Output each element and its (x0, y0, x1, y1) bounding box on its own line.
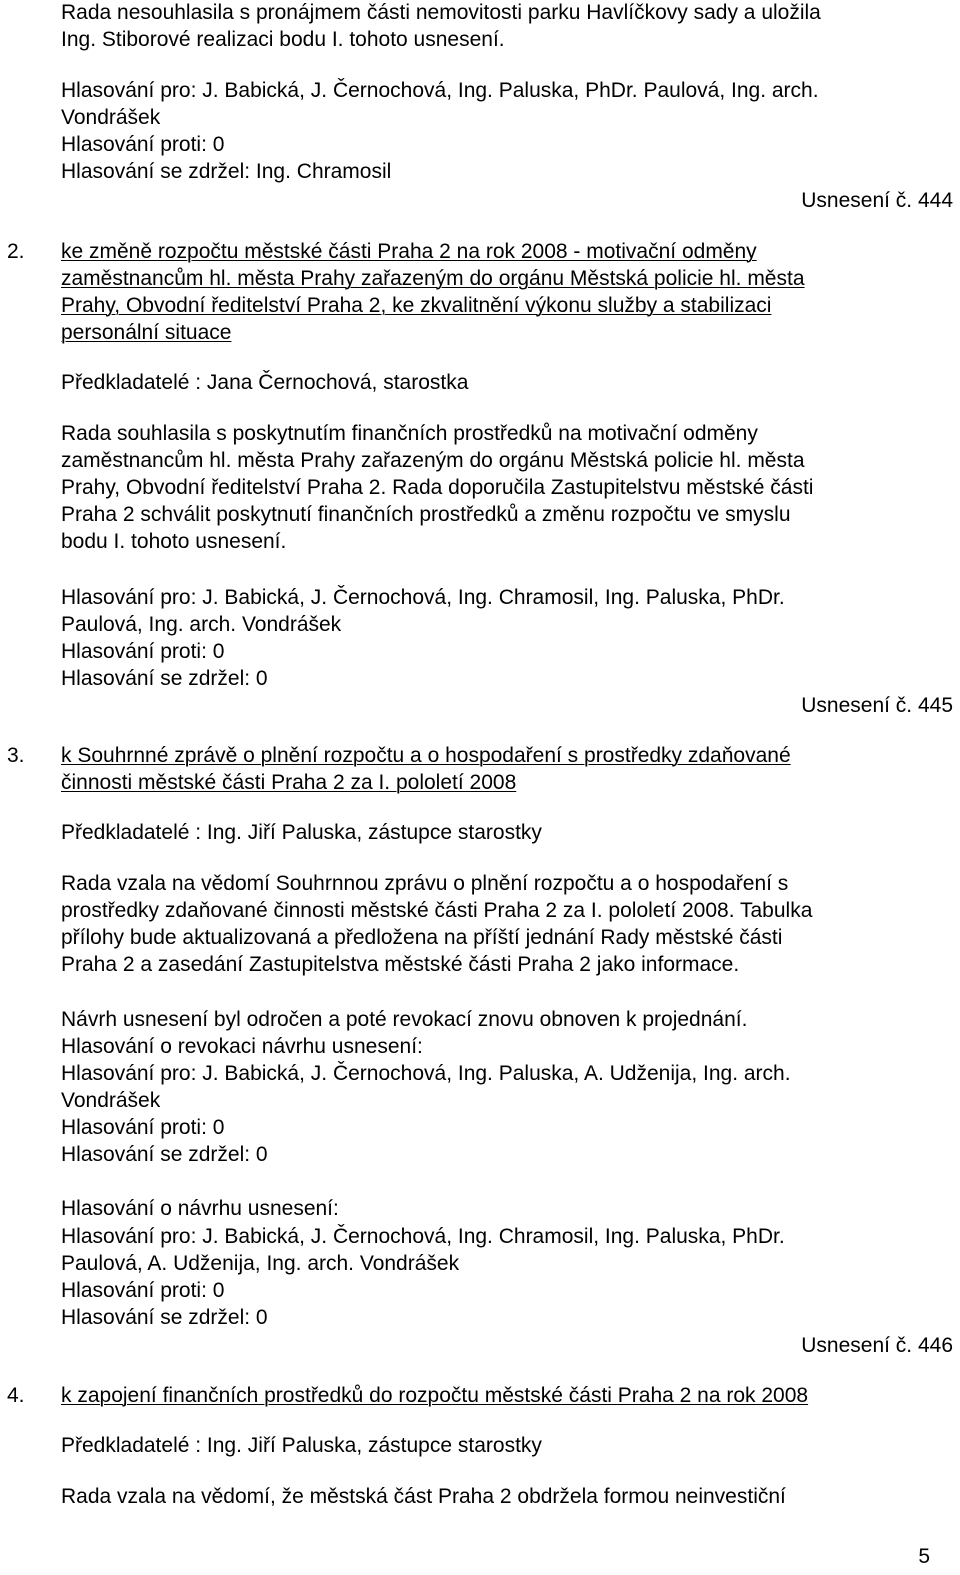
vote-for: Hlasování pro: J. Babická, J. Černochová, Ing. Paluska, A. Udženija, Ing. arch. (61, 1062, 791, 1085)
item-number: 4. (7, 1384, 25, 1407)
body-line: Rada vzala na vědomí Souhrnnou zprávu o plnění rozpočtu a o hospodaření s (61, 872, 789, 895)
body-line: Rada souhlasila s poskytnutím finančních prostředků na motivační odměny (61, 422, 758, 445)
vote-abstain: Hlasování se zdržel: 0 (61, 1143, 268, 1166)
vote-abstain: Hlasování se zdržel: Ing. Chramosil (61, 160, 392, 183)
item-title: Prahy, Obvodní ředitelství Praha 2, ke zkvalitnění výkonu služby a stabilizaci (61, 294, 772, 317)
vote-for-cont: Vondrášek (61, 1089, 161, 1112)
vote-for-cont: Vondrášek (61, 106, 161, 129)
item-title: ke změně rozpočtu městské části Praha 2 na rok 2008 - motivační odměny (61, 240, 757, 263)
body-line: zaměstnancům hl. města Prahy zařazeným do orgánu Městská policie hl. města (61, 449, 805, 472)
vote-abstain: Hlasování se zdržel: 0 (61, 667, 268, 690)
vote-for: Hlasování pro: J. Babická, J. Černochová, Ing. Chramosil, Ing. Paluska, PhDr. (61, 586, 785, 609)
page-number: 5 (918, 1545, 930, 1568)
vote-against: Hlasování proti: 0 (61, 133, 225, 156)
vote-for: Hlasování pro: J. Babická, J. Černochová, Ing. Chramosil, Ing. Paluska, PhDr. (61, 1225, 785, 1248)
body-line: prostředky zdaňované činnosti městské části Praha 2 za I. pololetí 2008. Tabulka (61, 899, 813, 922)
vote-against: Hlasování proti: 0 (61, 640, 225, 663)
presenter: Předkladatelé : Ing. Jiří Paluska, zástupce starostky (61, 1434, 542, 1457)
body-line: bodu I. tohoto usnesení. (61, 530, 287, 553)
body-line: Praha 2 a zasedání Zastupitelstva městské části Praha 2 jako informace. (61, 953, 740, 976)
item-number: 2. (7, 240, 25, 263)
text-line: Ing. Stiborové realizaci bodu I. tohoto usnesení. (61, 28, 505, 51)
presenter: Předkladatelé : Ing. Jiří Paluska, zástupce starostky (61, 821, 542, 844)
resolution-number: Usnesení č. 446 (801, 1334, 953, 1357)
vote-for-cont: Paulová, Ing. arch. Vondrášek (61, 613, 342, 636)
presenter: Předkladatelé : Jana Černochová, starostka (61, 371, 469, 394)
item-title: k zapojení finančních prostředků do rozpočtu městské části Praha 2 na rok 2008 (61, 1384, 809, 1407)
resolution-number: Usnesení č. 445 (801, 694, 953, 717)
body-line: Návrh usnesení byl odročen a poté revokací znovu obnoven k projednání. (61, 1008, 748, 1031)
body-line: Rada vzala na vědomí, že městská část Praha 2 obdržela formou neinvestiční (61, 1485, 786, 1508)
resolution-number: Usnesení č. 444 (801, 189, 953, 212)
vote-abstain: Hlasování se zdržel: 0 (61, 1306, 268, 1329)
item-title: personální situace (61, 321, 232, 344)
vote-for-cont: Paulová, A. Udženija, Ing. arch. Vondrášek (61, 1252, 460, 1275)
vote-heading: Hlasování o návrhu usnesení: (61, 1197, 339, 1220)
item-title: činnosti městské části Praha 2 za I. pololetí 2008 (61, 771, 517, 794)
body-line: Prahy, Obvodní ředitelství Praha 2. Rada doporučila Zastupitelstvu městské části (61, 476, 814, 499)
vote-against: Hlasování proti: 0 (61, 1279, 225, 1302)
body-line: Praha 2 schválit poskytnutí finančních prostředků a změnu rozpočtu ve smyslu (61, 503, 791, 526)
item-title: k Souhrnné zprávě o plnění rozpočtu a o hospodaření s prostředky zdaňované (61, 744, 791, 767)
body-line: přílohy bude aktualizovaná a předložena na příští jednání Rady městské části (61, 926, 783, 949)
item-title: zaměstnancům hl. města Prahy zařazeným do orgánu Městská policie hl. města (61, 267, 805, 290)
vote-for: Hlasování pro: J. Babická, J. Černochová, Ing. Paluska, PhDr. Paulová, Ing. arch. (61, 79, 819, 102)
vote-heading: Hlasování o revokaci návrhu usnesení: (61, 1035, 423, 1058)
vote-against: Hlasování proti: 0 (61, 1116, 225, 1139)
item-number: 3. (7, 744, 25, 767)
text-line: Rada nesouhlasila s pronájmem části nemovitosti parku Havlíčkovy sady a uložila (61, 1, 821, 24)
